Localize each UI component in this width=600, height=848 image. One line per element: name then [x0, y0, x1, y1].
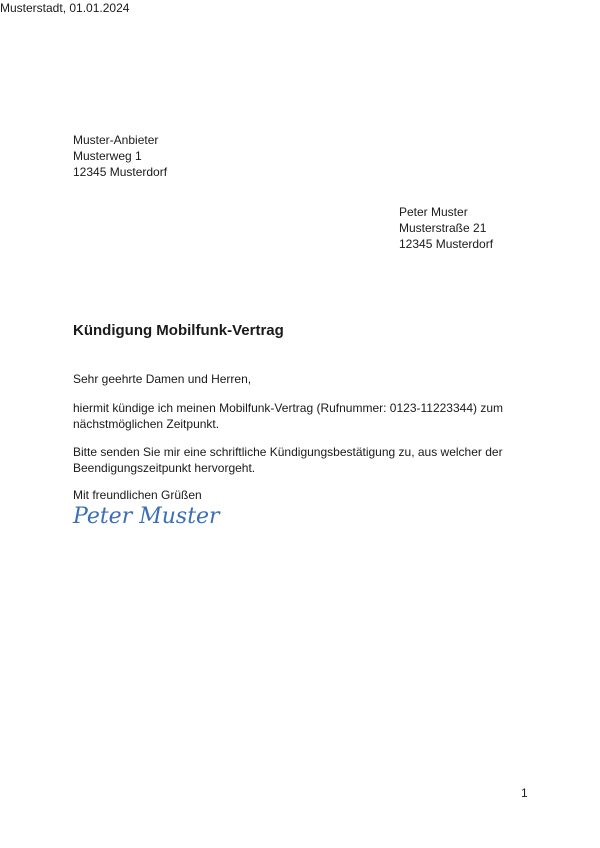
recipient-city: 12345 Musterdorf [399, 237, 494, 251]
paragraph-1 [73, 400, 503, 432]
closing-phrase: Mit freundlichen Grüßen [73, 488, 202, 502]
recipient-name: Peter Muster [399, 205, 468, 219]
paragraph-1-line-2: nächstmöglichen Zeitpunkt. [73, 417, 220, 431]
salutation: Sehr geehrte Damen und Herren, [73, 372, 252, 386]
recipient-street: Musterstraße 21 [399, 221, 487, 235]
sender-street: Musterweg 1 [73, 149, 142, 163]
paragraph-1-line-1: hiermit kündige ich meinen Mobilfunk-Vertrag (Rufnummer: 0123-11223344) zum [73, 401, 503, 415]
paragraph-2-line-2: Beendigungszeitpunkt hervorgeht. [73, 461, 256, 475]
date-line: Musterstadt, 01.01.2024 [0, 1, 130, 15]
handwritten-signature: Peter Muster [73, 504, 220, 529]
recipient-address [399, 204, 493, 252]
subject-heading: Kündigung Mobilfunk-Vertrag [73, 322, 284, 339]
sender-name: Muster-Anbieter [73, 133, 159, 147]
sender-address [73, 132, 167, 180]
page-number: 1 [521, 786, 528, 800]
paragraph-2-line-1: Bitte senden Sie mir eine schriftliche Kündigungsbestätigung zu, aus welcher der [73, 445, 503, 459]
sender-city: 12345 Musterdorf [73, 165, 168, 179]
paragraph-2 [73, 444, 503, 476]
